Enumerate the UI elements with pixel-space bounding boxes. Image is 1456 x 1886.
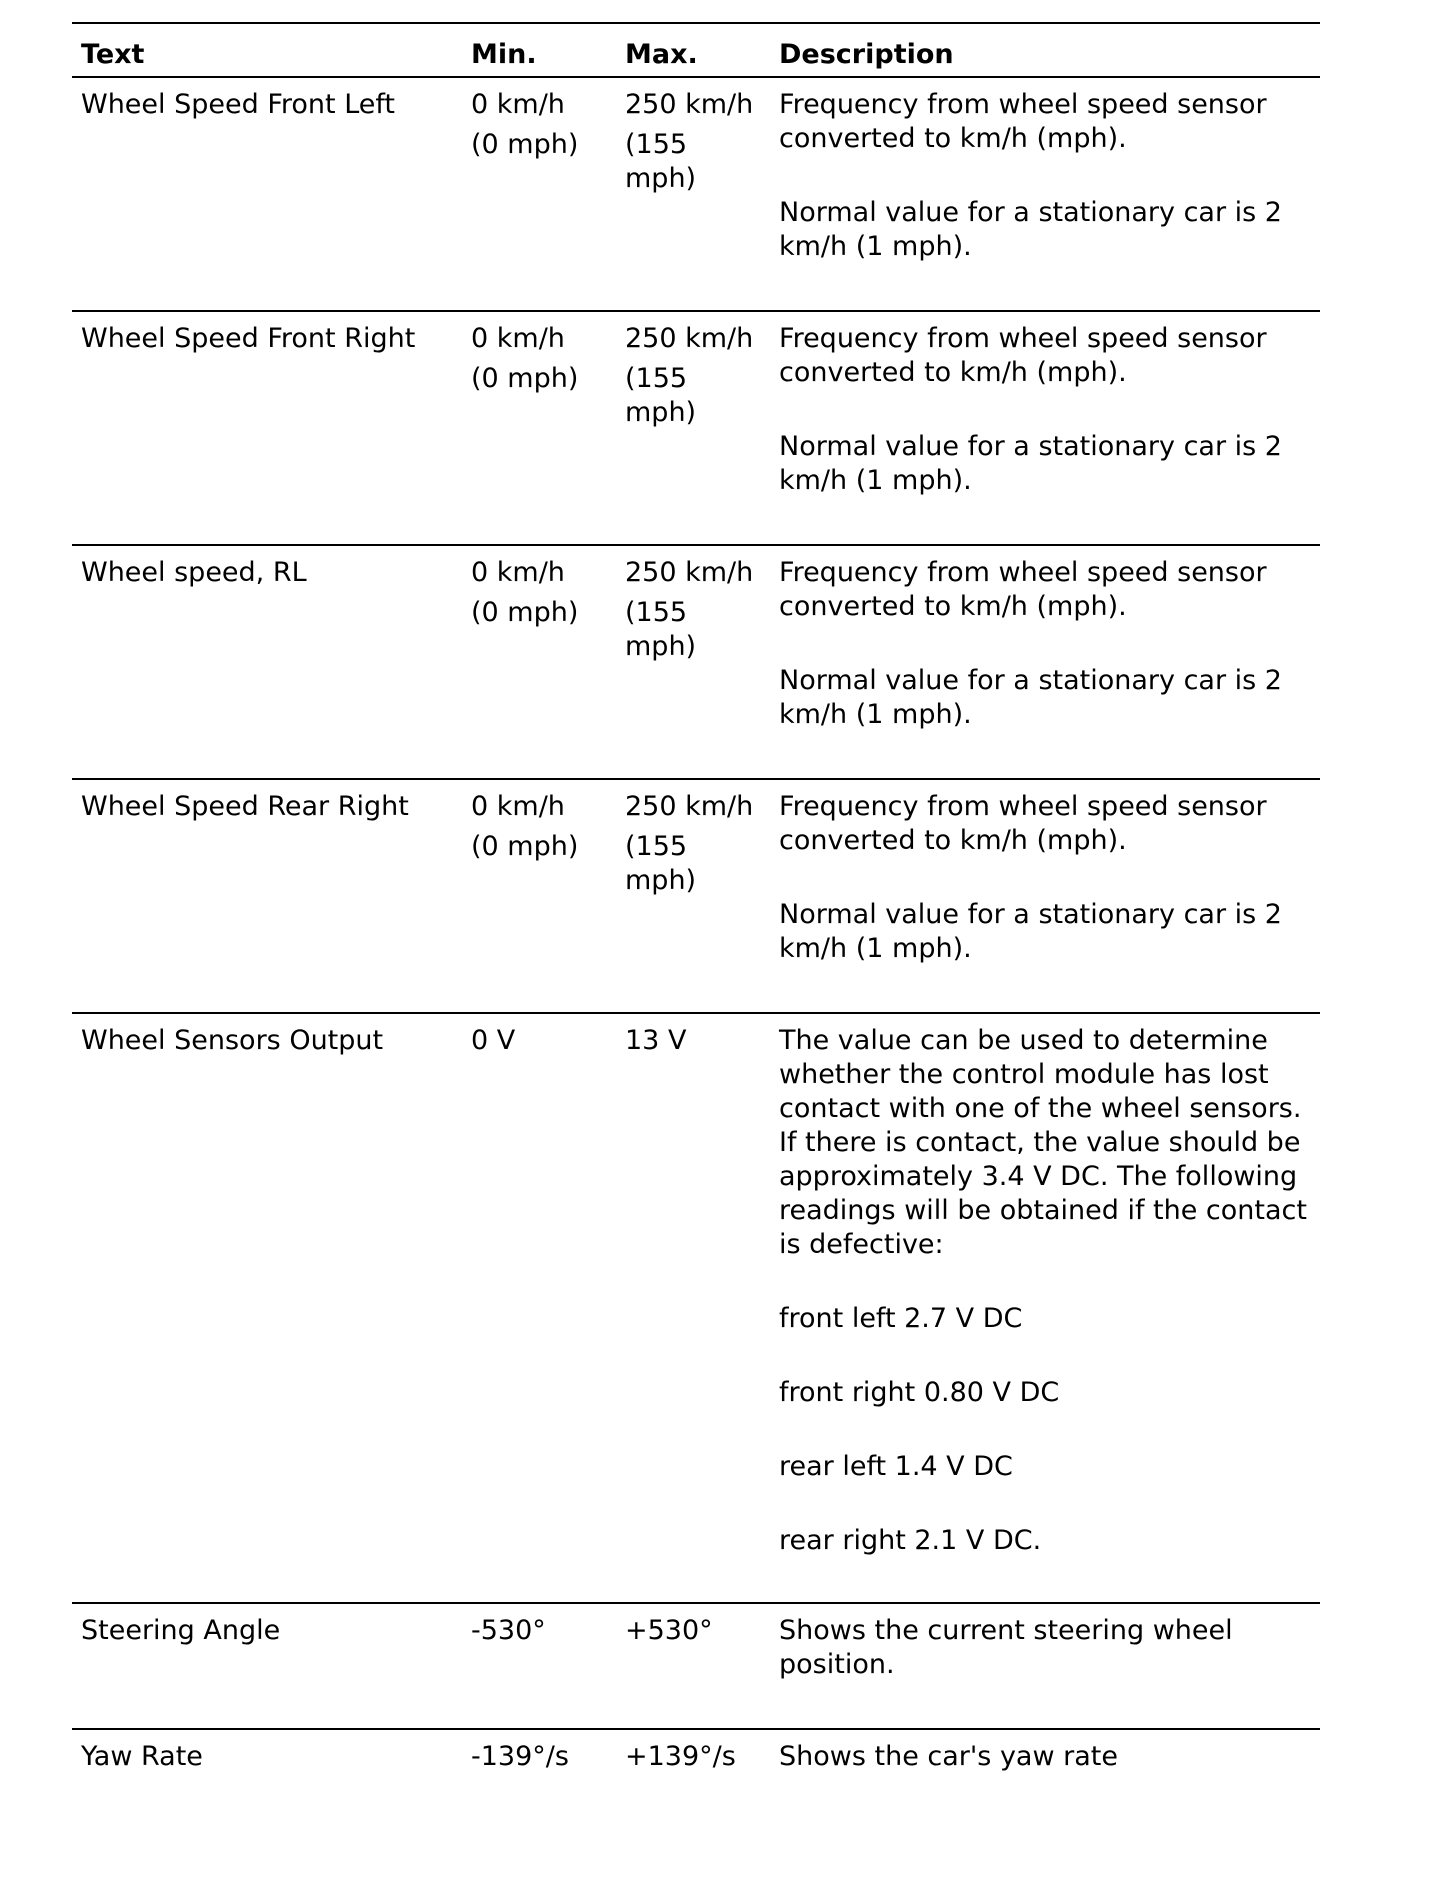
min-value: 0 km/h [471,791,565,822]
header-min: Min. [471,39,537,70]
header-max: Max. [625,39,698,70]
table-row [72,78,1320,310]
row-description [770,1730,1320,1790]
row-text: Wheel Sensors Output [81,1025,384,1056]
row-min [462,1604,616,1728]
max-value-alt: (155 mph) [625,597,697,662]
description-paragraph: Frequency from wheel speed sensor converted to km/h (mph). [779,323,1267,388]
min-value-alt: (0 mph) [471,831,579,862]
row-text: Steering Angle [81,1615,281,1646]
description-paragraph: front right 0.80 V DC [779,1377,1060,1408]
description-paragraph: Normal value for a stationary car is 2 km/h (1 mph). [779,197,1282,262]
row-min [462,312,616,544]
min-value: -139°/s [471,1741,569,1772]
row-max [616,546,770,778]
min-value: 0 km/h [471,89,565,120]
row-text: Wheel Speed Front Left [81,89,396,120]
table-row [72,544,1320,778]
row-min [462,780,616,1012]
max-value: +139°/s [625,1741,736,1772]
description-paragraph: Frequency from wheel speed sensor converted to km/h (mph). [779,791,1267,856]
max-value: 250 km/h [625,323,754,354]
row-description [770,546,1320,778]
table-row [72,778,1320,1012]
row-description [770,1604,1320,1728]
row-description [770,780,1320,1012]
table-row [72,1728,1320,1790]
min-value: -530° [471,1615,546,1646]
row-min [462,78,616,310]
row-description [770,78,1320,310]
row-min [462,1014,616,1602]
row-max [616,312,770,544]
row-text: Wheel Speed Rear Right [81,791,409,822]
max-value-alt: (155 mph) [625,129,697,194]
min-value: 0 km/h [471,323,565,354]
min-value: 0 V [471,1025,516,1056]
row-text: Wheel speed, RL [81,557,307,588]
table-row [72,1012,1320,1602]
row-text: Wheel Speed Front Right [81,323,416,354]
max-value: 13 V [625,1025,687,1056]
max-value-alt: (155 mph) [625,831,697,896]
description-paragraph: Shows the current steering wheel position. [779,1615,1233,1680]
table-row [72,310,1320,544]
min-value-alt: (0 mph) [471,129,579,160]
row-max [616,1604,770,1728]
header-description: Description [779,39,954,70]
row-max [616,1014,770,1602]
row-text: Yaw Rate [81,1741,203,1772]
description-paragraph: front left 2.7 V DC [779,1303,1023,1334]
max-value: 250 km/h [625,89,754,120]
row-max [616,1730,770,1790]
row-description [770,1014,1320,1602]
table-row [72,1602,1320,1728]
row-max [616,78,770,310]
description-paragraph: Frequency from wheel speed sensor converted to km/h (mph). [779,89,1267,154]
parameter-table [72,22,1320,1790]
row-min [462,1730,616,1790]
header-text: Text [81,39,145,70]
row-description [770,312,1320,544]
min-value-alt: (0 mph) [471,363,579,394]
max-value: 250 km/h [625,557,754,588]
description-paragraph: Normal value for a stationary car is 2 km/h (1 mph). [779,899,1282,964]
description-paragraph: Frequency from wheel speed sensor converted to km/h (mph). [779,557,1267,622]
row-max [616,780,770,1012]
description-paragraph: Shows the car's yaw rate [779,1741,1118,1772]
description-paragraph: Normal value for a stationary car is 2 km/h (1 mph). [779,665,1282,730]
description-paragraph: The value can be used to determine whether the control module has lost contact with one of the wheel sensors. If there is contact, the value should be approximately 3.4 V DC. The following readings will be obtained if the contact is defective: [779,1025,1307,1260]
row-min [462,546,616,778]
description-paragraph: Normal value for a stationary car is 2 km/h (1 mph). [779,431,1282,496]
min-value-alt: (0 mph) [471,597,579,628]
max-value-alt: (155 mph) [625,363,697,428]
description-paragraph: rear left 1.4 V DC [779,1451,1013,1482]
description-paragraph: rear right 2.1 V DC. [779,1525,1042,1556]
table-header-row [72,22,1320,78]
max-value: 250 km/h [625,791,754,822]
min-value: 0 km/h [471,557,565,588]
max-value: +530° [625,1615,713,1646]
